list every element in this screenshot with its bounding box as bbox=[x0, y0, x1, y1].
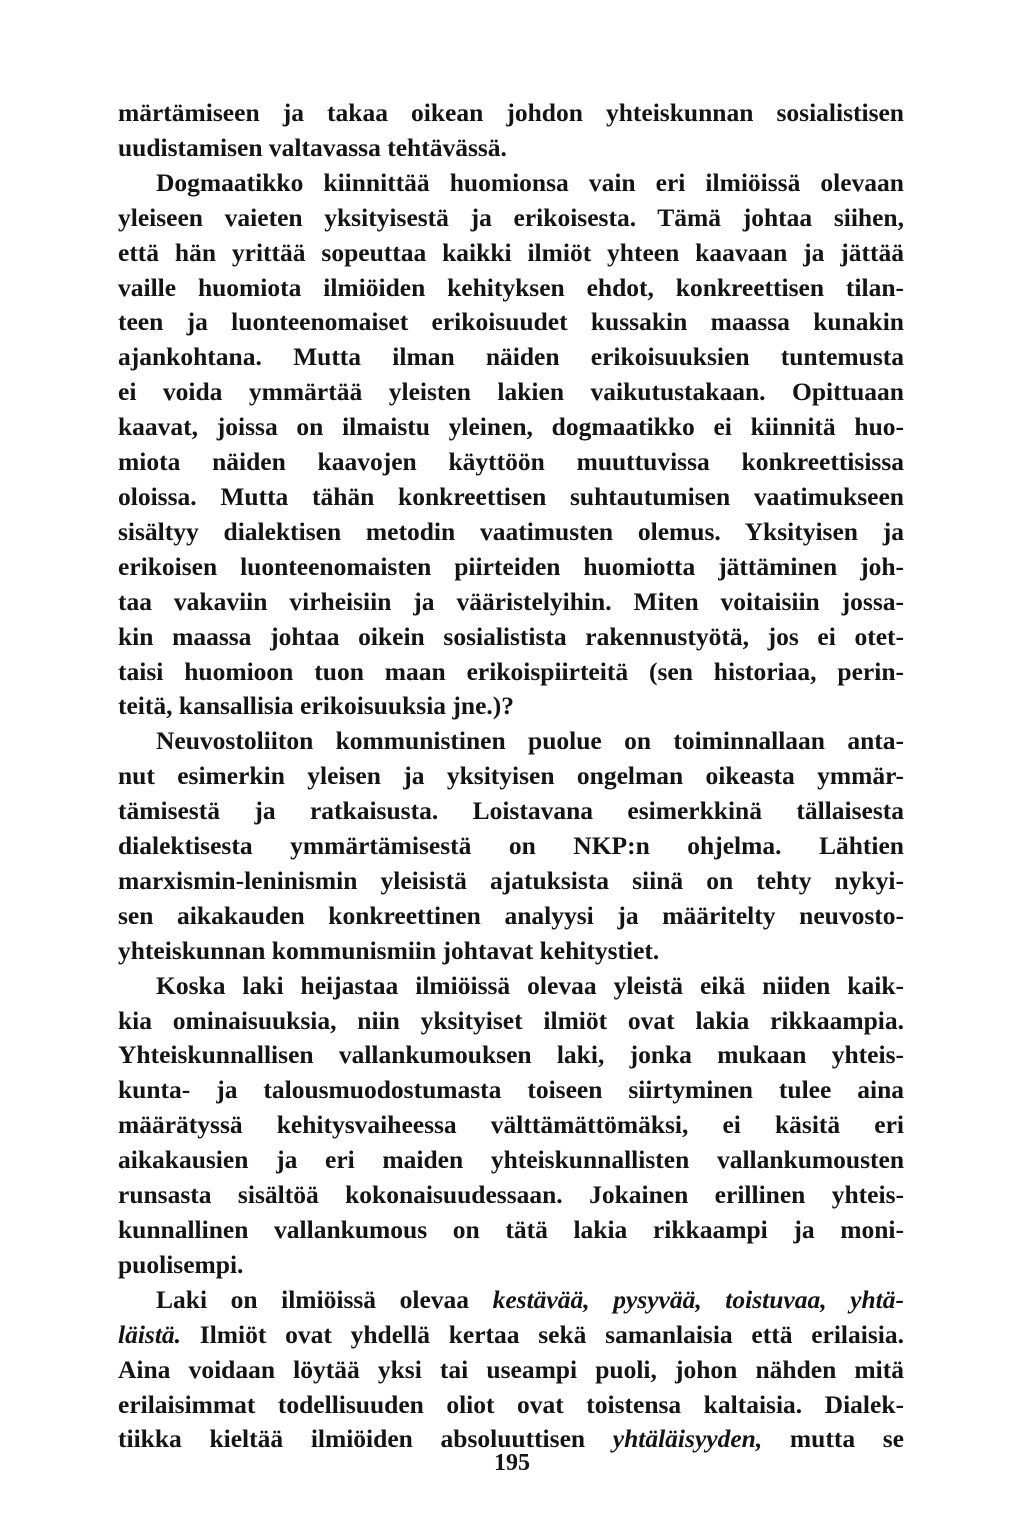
text-line: kunnallinen vallankumous on tätä lakia rikkaampi ja moni- bbox=[118, 1215, 904, 1244]
text-line: yleiseen vaieten yksityisestä ja erikoisesta. Tämä johtaa siihen, bbox=[118, 202, 904, 232]
text-line: taisi huomioon tuon maan erikoispiirteitä (sen historiaa, perin- bbox=[118, 656, 904, 686]
body-text bbox=[118, 96, 904, 1457]
text-line: Yhteiskunnallisen vallankumouksen laki, jonka mukaan yhteis- bbox=[118, 1040, 904, 1070]
text-line: taa vakaviin virheisiin ja vääristelyihin. Miten voitaisiin jossa- bbox=[118, 586, 904, 616]
text-line: ajankohtana. Mutta ilman näiden erikoisuuksien tuntemusta bbox=[118, 342, 904, 372]
page-number: 195 bbox=[494, 1450, 530, 1476]
italic-span: kestävää, pysyvää, toistuvaa, yhtä- bbox=[492, 1284, 904, 1314]
text-line: märtämiseen ja takaa oikean johdon yhteiskunnan sosialistisen bbox=[118, 98, 904, 127]
text-line: puolisempi. bbox=[118, 1249, 244, 1279]
text-line: sen aikakauden konkreettinen analyysi ja määritelty neuvosto- bbox=[118, 900, 904, 930]
text-line: yhteiskunnan kommunismiin johtavat kehitystiet. bbox=[118, 935, 660, 965]
text-line: kin maassa johtaa oikein sosialistista rakennustyötä, jos ei otet- bbox=[118, 621, 904, 651]
text-line: teen ja luonteenomaiset erikoisuudet kussakin maassa kunakin bbox=[118, 307, 904, 337]
text-line: Aina voidaan löytää yksi tai useampi puoli, johon nähden mitä bbox=[118, 1354, 904, 1384]
text-span: mutta se bbox=[762, 1424, 904, 1454]
text-line: tämisestä ja ratkaisusta. Loistavana esimerkkinä tällaisesta bbox=[118, 796, 904, 826]
text-line: kaavat, joissa on ilmaistu yleinen, dogmaatikko ei kiinnitä huo- bbox=[118, 412, 904, 442]
text-line: miota näiden kaavojen käyttöön muuttuvissa konkreettisissa bbox=[118, 447, 904, 477]
text-line: Neuvostoliiton kommunistinen puolue on toiminnallaan anta- bbox=[156, 726, 904, 756]
text-line: kia ominaisuuksia, niin yksityiset ilmiöt ovat lakia rikkaampia. bbox=[118, 1005, 904, 1035]
text-line bbox=[118, 1318, 904, 1353]
text-line: nut esimerkin yleisen ja yksityisen ongelman oikeasta ymmär- bbox=[118, 761, 904, 791]
text-line: Dogmaatikko kiinnittää huomionsa vain eri ilmiöissä olevaan bbox=[156, 167, 904, 197]
text-line: marxismin-leninismin yleisistä ajatuksista siinä on tehty nykyi- bbox=[118, 865, 904, 895]
text-line: sisältyy dialektisen metodin vaatimusten olemus. Yksityisen ja bbox=[118, 516, 904, 546]
italic-span: yhtäläisyyden, bbox=[612, 1424, 763, 1454]
text-line: erilaisimmat todellisuuden oliot ovat toistensa kaltaisia. Dialek- bbox=[118, 1389, 904, 1419]
text-line: että hän yrittää sopeuttaa kaikki ilmiöt yhteen kaavaan ja jättää bbox=[118, 237, 904, 267]
text-lines bbox=[118, 96, 904, 1283]
text-line: oloissa. Mutta tähän konkreettisen suhtautumisen vaatimukseen bbox=[118, 481, 904, 511]
text-line: määrätyssä kehitysvaiheessa välttämättömäksi, ei käsitä eri bbox=[118, 1110, 904, 1140]
text-span: tiikka kieltää ilmiöiden absoluuttisen bbox=[118, 1424, 613, 1454]
text-line: Koska laki heijastaa ilmiöissä olevaa yleistä eikä niiden kaik- bbox=[156, 970, 904, 1000]
text-line: teitä, kansallisia erikoisuuksia jne.)? bbox=[118, 691, 515, 721]
italic-span: läistä. bbox=[118, 1319, 182, 1349]
text-line bbox=[118, 1283, 904, 1318]
text-line: vaille huomiota ilmiöiden kehityksen ehdot, konkreettisen tilan- bbox=[118, 272, 904, 302]
text-line: kunta- ja talousmuodostumasta toiseen siirtyminen tulee aina bbox=[118, 1075, 904, 1105]
text-line: uudistamisen valtavassa tehtävässä. bbox=[118, 132, 507, 162]
text-line: dialektisesta ymmärtämisestä on NKP:n ohjelma. Lähtien bbox=[118, 831, 904, 861]
text-line: runsasta sisältöä kokonaisuudessaan. Jokainen erillinen yhteis- bbox=[118, 1180, 904, 1210]
text-span: Laki on ilmiöissä olevaa bbox=[156, 1284, 493, 1314]
text-span: Ilmiöt ovat yhdellä kertaa sekä samanlaisia että erilaisia. bbox=[181, 1319, 904, 1349]
text-line: aikakausien ja eri maiden yhteiskunnallisten vallankumousten bbox=[118, 1145, 904, 1175]
text-line: ei voida ymmärtää yleisten lakien vaikutustakaan. Opittuaan bbox=[118, 377, 904, 407]
text-line: erikoisen luonteenomaisten piirteiden huomiotta jättäminen joh- bbox=[118, 551, 904, 581]
